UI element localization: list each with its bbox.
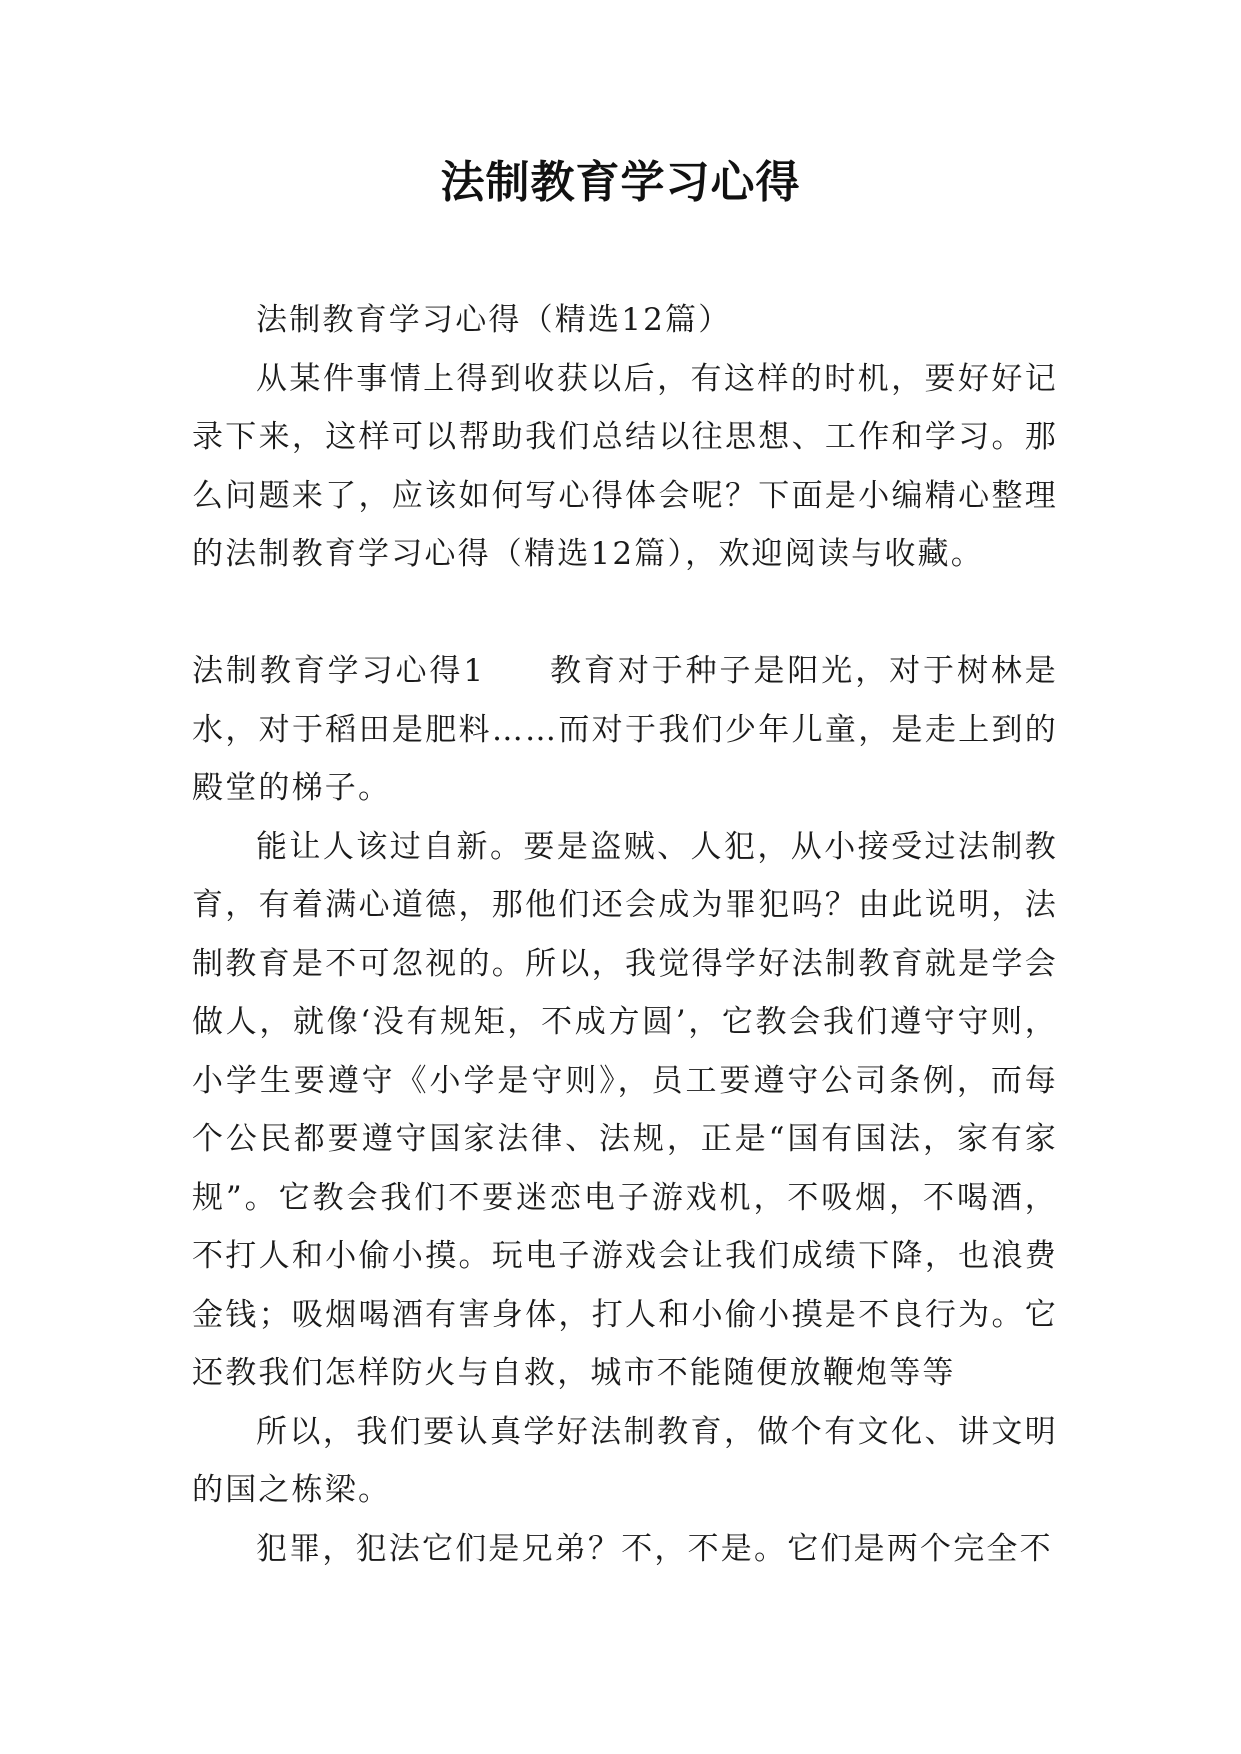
paragraph-spacer bbox=[192, 584, 1058, 643]
section-1-paragraph-1: 教育对于种子是阳光，对于树林是水，对于稻田是肥料……而对于我们少年儿童，是走上到的殿堂的梯子。 bbox=[192, 653, 1059, 806]
section-1-paragraph-4: 犯罪，犯法它们是兄弟？不，不是。它们是两个完全不 bbox=[256, 1530, 1053, 1567]
section-1-paragraph-2: 能让人该过自新。要是盗贼、人犯，从小接受过法制教育，有着满心道德，那他们还会成为罪犯吗？由此说明，法制教育是不可忽视的。所以，我觉得学好法制教育就是学会做人，就像‘没有规矩，不成方圆’，它教会我们遵守守则，小学生要遵守《小学是守则》，员工要遵守公司条例，而每个公民都要遵守国家法律、法规，正是“国有国法，家有家规”。它教会我们不要迷恋电子游戏机，不吸烟，不喝酒，不打人和小偷小摸。玩电子游戏会让我们成绩下降，也浪费金钱；吸烟喝酒有害身体，打人和小偷小摸是不良行为。它还教我们怎样防火与自救，城市不能随便放鞭炮等等 bbox=[192, 828, 1058, 1391]
document-title: 法制教育学习心得 bbox=[440, 157, 801, 208]
document-body bbox=[192, 291, 1058, 1578]
intro-paragraph: 从某件事情上得到收获以后，有这样的时机，要好好记录下来，这样可以帮助我们总结以往思想、工作和学习。那么问题来了，应该如何写心得体会呢？下面是小编精心整理的法制教育学习心得（精选12篇），欢迎阅读与收藏。 bbox=[192, 360, 1058, 572]
section-1-paragraph-3: 所以，我们要认真学好法制教育，做个有文化、讲文明的国之栋梁。 bbox=[192, 1413, 1058, 1508]
section-1-first-paragraph bbox=[192, 642, 1058, 818]
document-subtitle: 法制教育学习心得（精选12篇） bbox=[256, 302, 732, 338]
section-1-heading: 法制教育学习心得1 bbox=[192, 653, 486, 689]
